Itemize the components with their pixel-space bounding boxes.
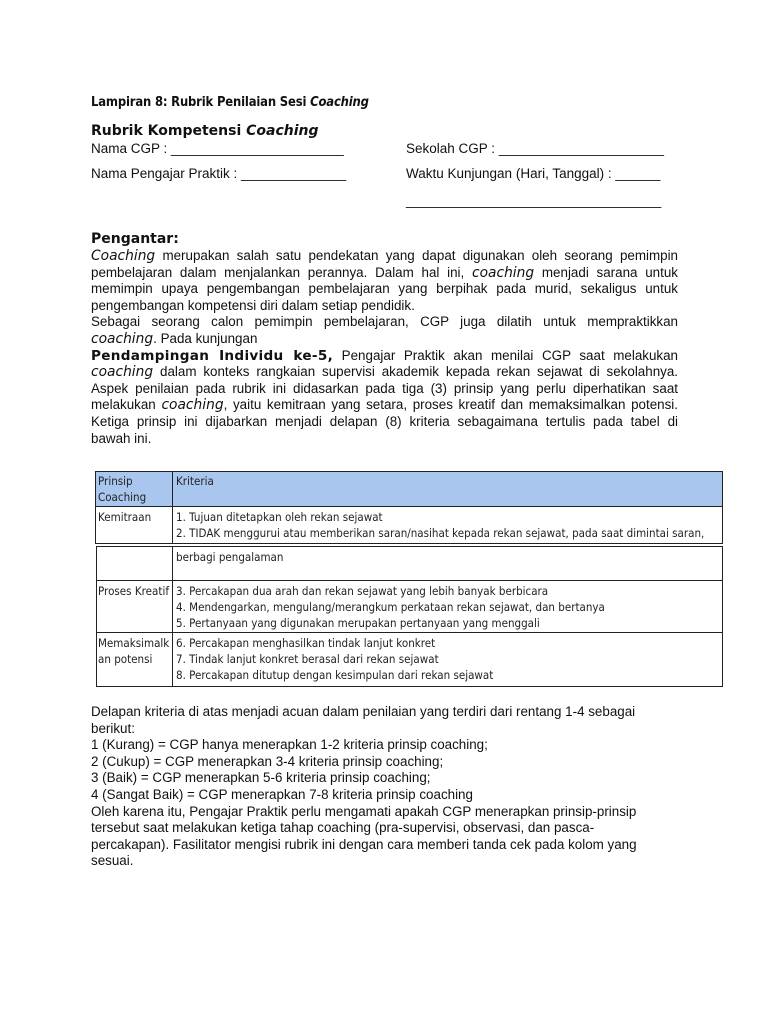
line-text: . Pada kunjungan xyxy=(153,330,258,346)
paragraph-line: berikut: xyxy=(91,720,135,736)
paragraph-line: tersebut saat melakukan ketiga tahap coaching (pra-supervisi, observasi, dan pasca- xyxy=(91,820,595,836)
paragraph-line: sesuai. xyxy=(91,853,134,869)
header-prinsip: Prinsip xyxy=(98,474,133,488)
paragraph-line: memimpin upaya pengembangan pembelajaran yang berpihak pada murid, sekaligus untuk xyxy=(91,281,678,297)
pengantar-body xyxy=(91,248,678,447)
header-kriteria: Kriteria xyxy=(176,474,214,488)
paragraph-line xyxy=(91,348,678,365)
paragraph-line xyxy=(91,248,678,265)
header-prinsip-2: Coaching xyxy=(98,490,147,504)
rubrik-table xyxy=(95,471,723,688)
rubrik-title-text: Rubrik Kompetensi xyxy=(91,123,247,139)
rubrik-title xyxy=(91,123,319,139)
line-text: Pengajar Praktik akan menilai CGP saat melakukan xyxy=(333,347,679,363)
italic-term: coaching xyxy=(91,330,154,347)
line-text: menjadi sarana untuk xyxy=(534,264,678,280)
kriteria-3: 3. Percakapan dua arah dan rekan sejawat yang lebih banyak berbicara xyxy=(176,584,549,598)
scale-item: 3 (Baik) = CGP menerapkan 5-6 kriteria prinsip coaching; xyxy=(91,770,431,786)
italic-term: Coaching xyxy=(91,248,156,264)
penilaian-body xyxy=(91,704,678,870)
paragraph-line: Oleh karena itu, Pengajar Praktik perlu mengamati apakah CGP menerapkan prinsip-prinsip xyxy=(91,803,637,819)
paragraph-line: pengembangan kompetensi diri dalam setiap pendidik. xyxy=(91,297,415,313)
paragraph-line xyxy=(91,265,678,282)
italic-term: coaching xyxy=(161,397,224,414)
italic-term: coaching xyxy=(472,264,535,281)
paragraph-line: Aspek penilaian pada rubrik ini didasarkan pada tiga (3) prinsip yang perlu diperhatikan saat xyxy=(91,380,678,396)
kriteria-7: 7. Tindak lanjut konkret berasal dari rekan sejawat xyxy=(176,652,439,666)
pengantar-heading: Pengantar: xyxy=(91,231,179,247)
line-text: pembelajaran dalam menjalankan perannya. Dalam hal ini, xyxy=(91,264,472,280)
waktu-kunjungan-field: Waktu Kunjungan (Hari, Tanggal) : ______ xyxy=(406,166,661,181)
prinsip-proses-kreatif: Proses Kreatif xyxy=(98,584,169,598)
scale-item: 2 (Cukup) = CGP menerapkan 3-4 kriteria prinsip coaching; xyxy=(91,753,444,769)
paragraph-line xyxy=(91,397,678,414)
line-text: , yaitu kemitraan yang setara, proses kreatif dan memaksimalkan potensi. xyxy=(223,397,679,413)
prinsip-memaksimalkan: Memaksimalk xyxy=(98,636,170,650)
kriteria-4: 4. Mendengarkan, mengulang/merangkum perkataan rekan sejawat, dan bertanya xyxy=(176,600,605,614)
waktu-kunjungan-line: __________________________________ xyxy=(406,193,662,208)
paragraph-line: percakapan). Fasilitator mengisi rubrik ini dengan cara memberi tanda cek pada kolom yang xyxy=(91,836,637,852)
lampiran-title-italic: Coaching xyxy=(310,94,369,110)
scale-item: 1 (Kurang) = CGP hanya menerapkan 1-2 kriteria prinsip coaching; xyxy=(91,737,488,753)
italic-term: coaching xyxy=(91,364,154,381)
lampiran-title-text: Lampiran 8: Rubrik Penilaian Sesi xyxy=(91,94,311,110)
rubrik-title-italic: Coaching xyxy=(246,123,319,139)
nama-cgp-field: Nama CGP : _______________________ xyxy=(91,141,344,156)
lampiran-title xyxy=(91,94,369,110)
line-text: merupakan salah satu pendekatan yang dapat digunakan oleh seorang pemimpin xyxy=(155,248,678,263)
kriteria-6: 6. Percakapan menghasilkan tindak lanjut konkret xyxy=(176,636,436,650)
paragraph-line xyxy=(91,364,678,381)
scale-item: 4 (Sangat Baik) = CGP menerapkan 7-8 kriteria prinsip coaching xyxy=(91,786,473,802)
line-text: dalam konteks rangkaian supervisi akademik kepada rekan sejawat di sekolahnya. xyxy=(153,364,678,380)
kriteria-1: 1. Tujuan ditetapkan oleh rekan sejawat xyxy=(176,510,383,524)
prinsip-memaksimalkan-2: an potensi xyxy=(98,652,153,666)
paragraph-line: Delapan kriteria di atas menjadi acuan dalam penilaian yang terdiri dari rentang 1-4 sebagai xyxy=(91,704,636,719)
nama-pengajar-field: Nama Pengajar Praktik : ______________ xyxy=(91,166,347,181)
paragraph-line: Ketiga prinsip ini dijabarkan menjadi delapan (8) kriteria sebagaimana tertulis pada tabel di xyxy=(91,413,678,429)
line-text: melakukan xyxy=(91,397,162,413)
paragraph-line: Sebagai seorang calon pemimpin pembelajaran, CGP juga dilatih untuk mempraktikkan xyxy=(91,314,678,330)
paragraph-line xyxy=(91,331,678,348)
prinsip-kemitraan: Kemitraan xyxy=(98,510,152,524)
kriteria-8: 8. Percakapan ditutup dengan kesimpulan dari rekan sejawat xyxy=(176,668,494,682)
paragraph-line: bawah ini. xyxy=(91,430,152,446)
bold-term: Pendampingan Individu ke-5, xyxy=(91,347,334,364)
kriteria-2-cont: berbagi pengalaman xyxy=(176,550,284,564)
kriteria-5: 5. Pertanyaan yang digunakan merupakan pertanyaan yang menggali xyxy=(176,616,540,630)
sekolah-cgp-field: Sekolah CGP : ______________________ xyxy=(406,141,664,156)
kriteria-2: 2. TIDAK menggurui atau memberikan saran/nasihat kepada rekan sejawat, pada saat dimintai saran, xyxy=(176,526,705,540)
